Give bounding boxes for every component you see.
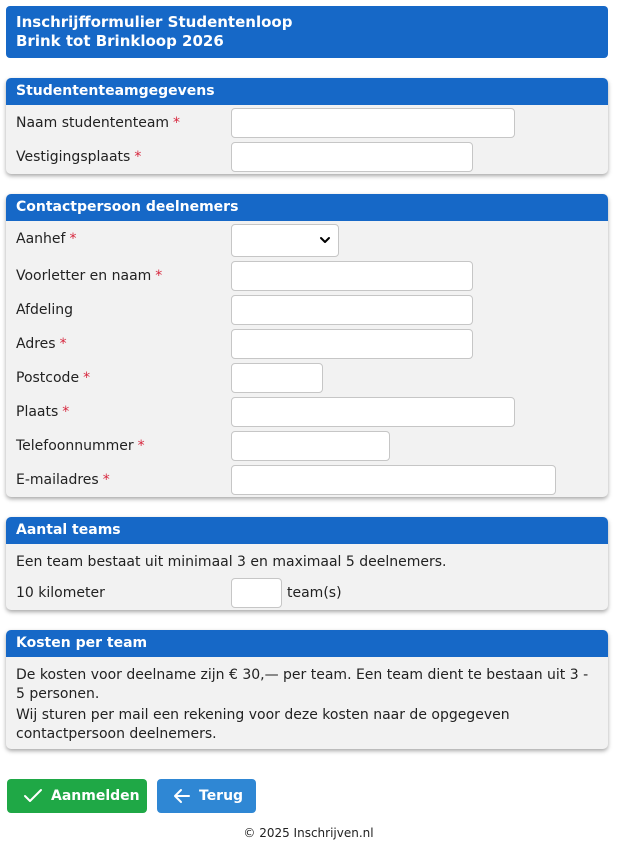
form-title-line2: Brink tot Brinkloop 2026 <box>16 32 224 50</box>
team-count-description: Een team bestaat uit minimaal 3 en maximaal 5 deelnemers. <box>16 554 447 570</box>
required-marker: * <box>59 336 67 352</box>
arrow-left-icon <box>173 788 191 804</box>
required-marker: * <box>62 404 70 420</box>
team-count-section <box>6 517 608 610</box>
required-marker: * <box>69 231 77 247</box>
contact-section <box>6 194 608 497</box>
check-icon <box>23 788 43 804</box>
city-input[interactable] <box>231 397 515 427</box>
costs-line-3: Wij sturen per mail een rekening voor deze kosten naar de opgegeven <box>16 707 510 723</box>
name-row <box>6 261 608 291</box>
required-marker: * <box>155 268 163 284</box>
costs-section <box>6 630 608 749</box>
footer-copyright: © 2025 Inschrijven.nl <box>243 826 374 840</box>
required-marker: * <box>137 438 145 454</box>
location-input[interactable] <box>231 142 473 172</box>
department-row <box>6 295 608 325</box>
team-name-label: Naam studententeam * <box>16 115 181 131</box>
costs-line-1: De kosten voor deelname zijn € 30,— per team. Een team dient te bestaan uit 3 - <box>16 667 589 683</box>
phone-input[interactable] <box>231 431 390 461</box>
postcode-label: Postcode * <box>16 370 91 386</box>
postcode-input[interactable] <box>231 363 323 393</box>
required-marker: * <box>83 370 91 386</box>
register-button-label: Aanmelden <box>51 788 140 804</box>
form-title-bar <box>6 6 608 58</box>
distance-label: 10 kilometer <box>16 585 105 601</box>
postcode-row <box>6 363 608 393</box>
address-input[interactable] <box>231 329 473 359</box>
email-input[interactable] <box>231 465 556 495</box>
address-row <box>6 329 608 359</box>
salutation-row <box>6 224 608 257</box>
city-row <box>6 397 608 427</box>
email-row <box>6 465 608 495</box>
location-label: Vestigingsplaats * <box>16 149 142 165</box>
costs-line-4: contactpersoon deelnemers. <box>16 726 217 742</box>
name-input[interactable] <box>231 261 473 291</box>
form-title-line1: Inschrijfformulier Studentenloop <box>16 13 293 31</box>
department-label: Afdeling <box>16 302 74 318</box>
location-row <box>6 142 608 172</box>
team-details-heading: Studententeamgegevens <box>6 78 608 105</box>
phone-label: Telefoonnummer * <box>16 438 145 454</box>
name-label: Voorletter en naam * <box>16 268 163 284</box>
required-marker: * <box>134 149 142 165</box>
costs-line-2: 5 personen. <box>16 686 100 702</box>
address-label: Adres * <box>16 336 67 352</box>
team-count-input[interactable] <box>231 578 282 608</box>
team-count-heading: Aantal teams <box>6 517 608 544</box>
back-button-label: Terug <box>199 788 244 804</box>
distance-row <box>6 578 608 608</box>
chevron-down-icon <box>319 234 331 246</box>
team-details-section <box>6 78 608 174</box>
department-input[interactable] <box>231 295 473 325</box>
team-name-row <box>6 108 608 138</box>
contact-heading: Contactpersoon deelnemers <box>6 194 608 221</box>
required-marker: * <box>173 115 181 131</box>
salutation-select[interactable] <box>231 224 339 257</box>
phone-row <box>6 431 608 461</box>
teams-unit-label: team(s) <box>287 585 342 601</box>
costs-heading: Kosten per team <box>6 630 608 657</box>
register-button[interactable] <box>7 779 147 813</box>
team-name-input[interactable] <box>231 108 515 138</box>
back-button[interactable] <box>157 779 256 813</box>
email-label: E-mailadres * <box>16 472 110 488</box>
required-marker: * <box>102 472 110 488</box>
city-label: Plaats * <box>16 404 70 420</box>
salutation-label: Aanhef * <box>16 231 77 247</box>
